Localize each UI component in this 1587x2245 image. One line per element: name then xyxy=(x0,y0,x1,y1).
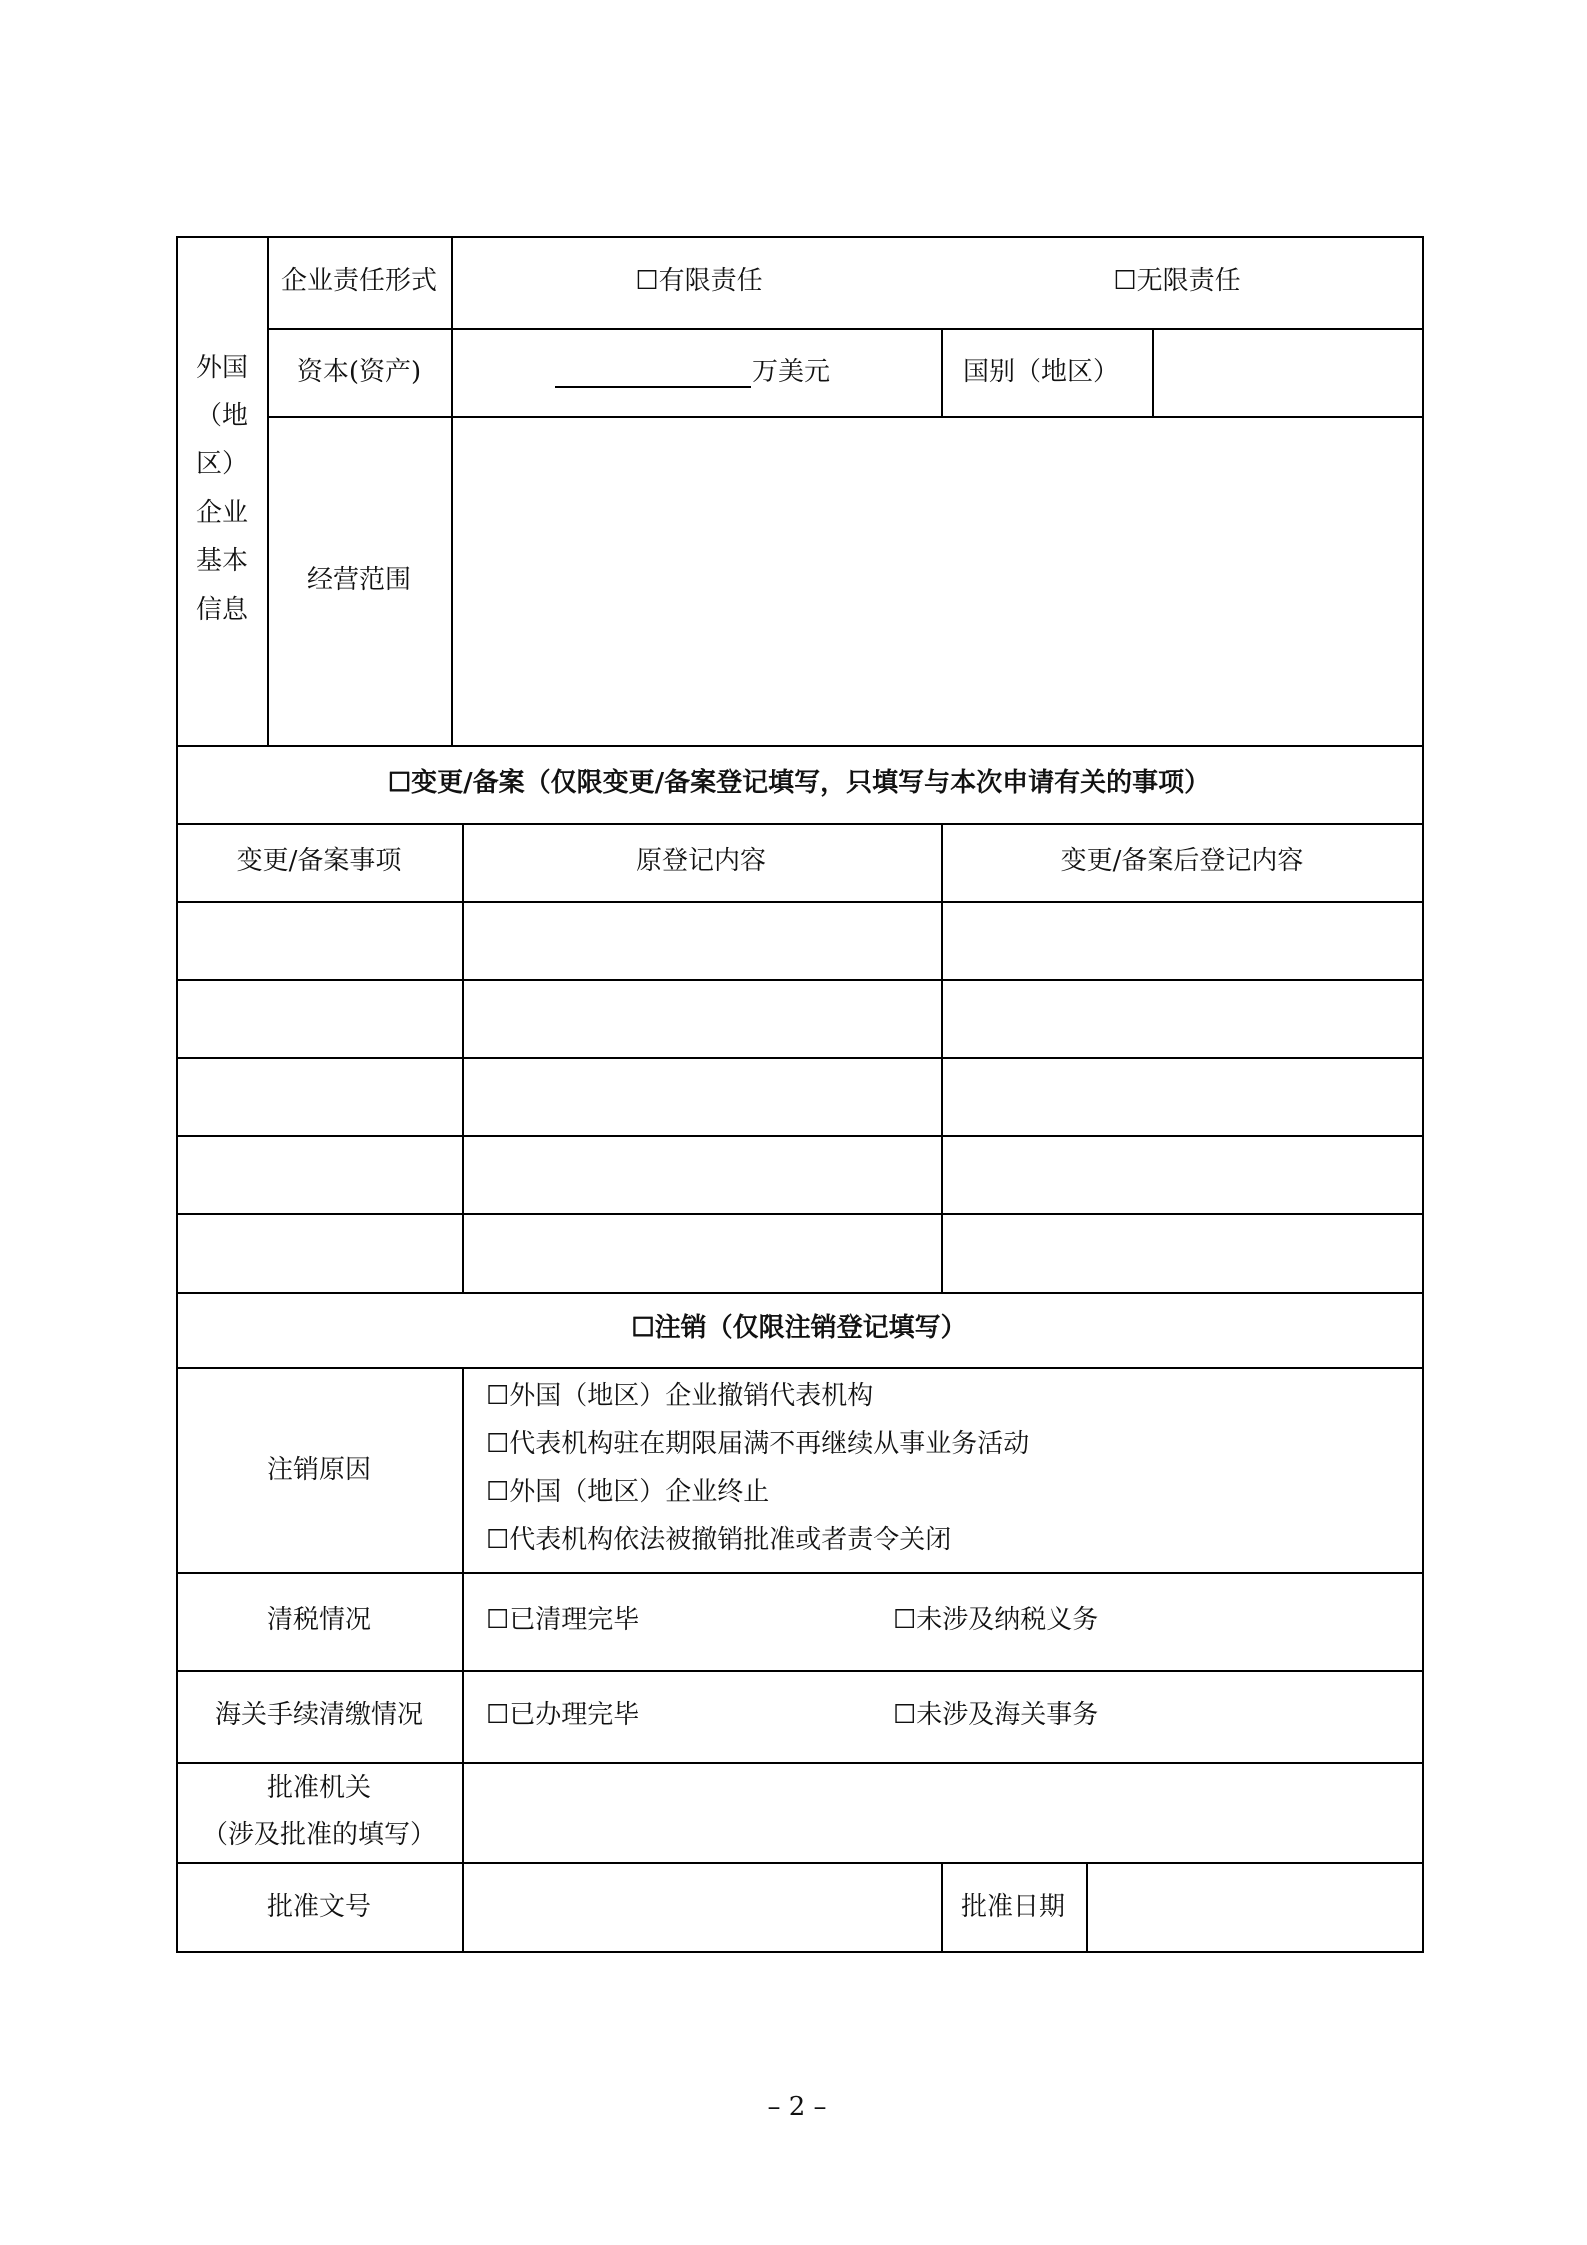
cancel-reason-option[interactable]: ☐外国（地区）企业撤销代表机构 xyxy=(486,1381,874,1411)
country-label: 国别（地区） xyxy=(963,357,1120,387)
capital-unit: 万美元 xyxy=(752,357,831,387)
divider xyxy=(176,1367,1424,1369)
divider xyxy=(176,1135,1424,1137)
divider xyxy=(176,823,1424,825)
table-border-right xyxy=(1422,236,1424,1953)
section-label-line: 区） xyxy=(195,449,249,479)
divider xyxy=(176,1670,1424,1672)
no-customs-matters-checkbox[interactable]: ☐未涉及海关事务 xyxy=(893,1700,1099,1730)
divider xyxy=(1086,1862,1088,1952)
divider xyxy=(462,1367,464,1953)
divider xyxy=(176,1057,1424,1059)
table-border-left xyxy=(176,236,178,1953)
change-header-original: 原登记内容 xyxy=(635,846,767,876)
approval-number-label: 批准文号 xyxy=(266,1892,372,1922)
divider xyxy=(267,328,1424,330)
liability-label: 企业责任形式 xyxy=(280,266,438,296)
section-label-line: 信息 xyxy=(195,595,249,625)
table-border-top xyxy=(176,236,1424,238)
no-tax-obligation-checkbox[interactable]: ☐未涉及纳税义务 xyxy=(893,1605,1099,1635)
divider xyxy=(176,901,1424,903)
section-label-line: （地 xyxy=(195,401,249,431)
divider xyxy=(267,236,269,746)
divider xyxy=(176,1213,1424,1215)
divider xyxy=(1152,328,1154,418)
divider xyxy=(176,1862,1424,1864)
capital-input-underline[interactable] xyxy=(555,386,751,388)
change-section-title[interactable]: ☐变更/备案（仅限变更/备案登记填写，只填写与本次申请有关的事项） xyxy=(387,768,1211,798)
tax-clearance-label: 清税情况 xyxy=(266,1605,372,1635)
approval-date-label: 批准日期 xyxy=(960,1892,1066,1922)
divider xyxy=(176,979,1424,981)
divider xyxy=(267,416,1424,418)
customs-cleared-checkbox[interactable]: ☐已办理完毕 xyxy=(486,1700,640,1730)
cancel-reason-option[interactable]: ☐外国（地区）企业终止 xyxy=(486,1477,770,1507)
divider xyxy=(176,1292,1424,1294)
divider xyxy=(176,745,1424,747)
divider xyxy=(941,1862,943,1952)
cancel-reason-option[interactable]: ☐代表机构依法被撤销批准或者责令关闭 xyxy=(486,1525,952,1555)
page-number: – 2 – xyxy=(767,2092,827,2122)
limited-liability-checkbox[interactable]: ☐有限责任 xyxy=(635,266,763,296)
section-label-line: 外国 xyxy=(195,353,249,383)
table-border-bottom xyxy=(176,1951,1424,1953)
business-scope-label: 经营范围 xyxy=(306,565,412,595)
section-label-line: 基本 xyxy=(195,546,249,576)
divider xyxy=(451,236,453,746)
cancel-reason-label: 注销原因 xyxy=(266,1455,372,1485)
unlimited-liability-checkbox[interactable]: ☐无限责任 xyxy=(1113,266,1241,296)
customs-clearance-label: 海关手续清缴情况 xyxy=(214,1700,424,1730)
change-header-item: 变更/备案事项 xyxy=(236,846,402,876)
cancel-section-title[interactable]: ☐注销（仅限注销登记填写） xyxy=(631,1313,967,1343)
tax-cleared-checkbox[interactable]: ☐已清理完毕 xyxy=(486,1605,640,1635)
approval-authority-label: 批准机关 xyxy=(266,1773,372,1803)
capital-label: 资本(资产) xyxy=(296,357,422,387)
business-scope-input[interactable] xyxy=(470,430,1400,730)
approval-authority-note: （涉及批准的填写） xyxy=(201,1820,437,1850)
section-label-line: 企业 xyxy=(195,498,249,528)
divider xyxy=(176,1762,1424,1764)
divider xyxy=(176,1572,1424,1574)
change-header-new: 变更/备案后登记内容 xyxy=(1060,846,1304,876)
divider xyxy=(941,328,943,418)
cancel-reason-option[interactable]: ☐代表机构驻在期限届满不再继续从事业务活动 xyxy=(486,1429,1030,1459)
